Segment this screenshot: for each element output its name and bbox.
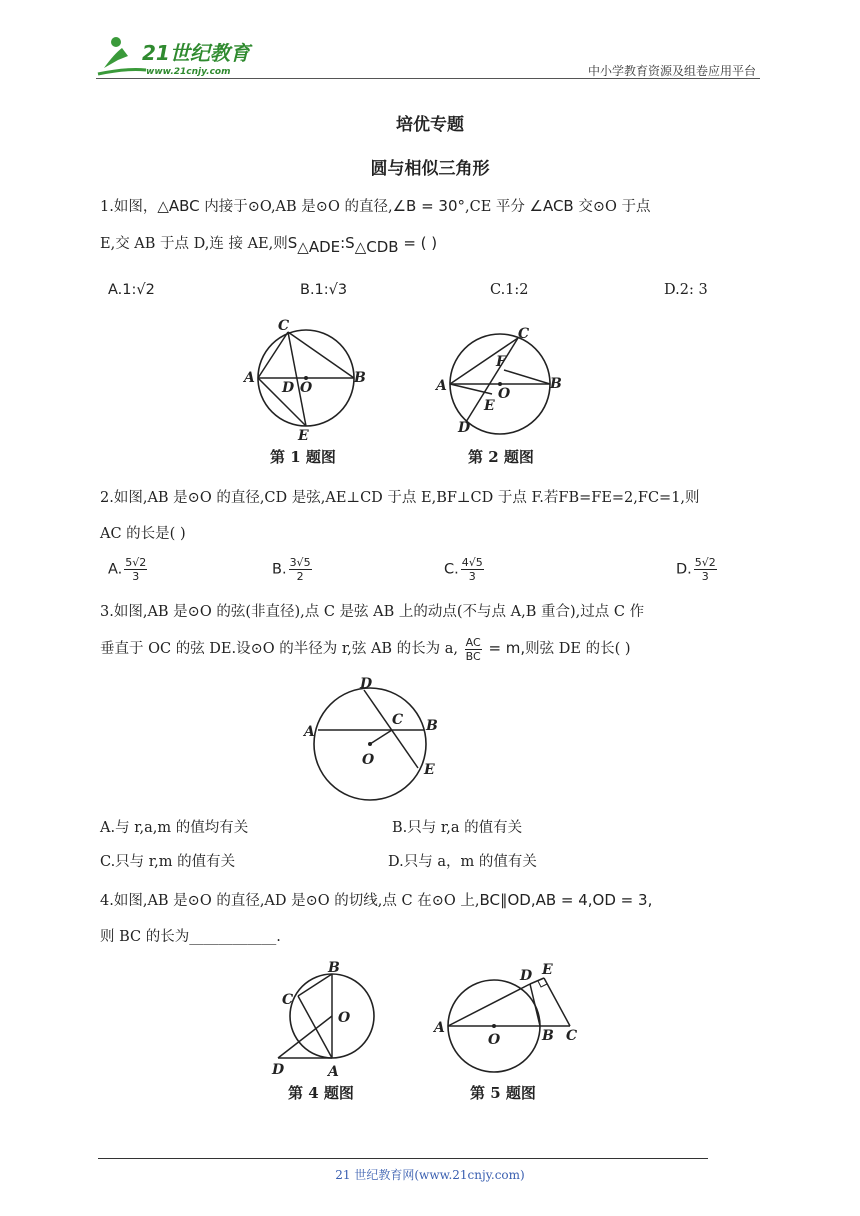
svg-text:B: B [328, 960, 340, 976]
svg-text:E: E [484, 398, 495, 414]
q4-line2: 则 BC 的长为____________. [100, 929, 281, 945]
q3-line1: 3.如图,AB 是⊙O 的弦(非直径),点 C 是弦 AB 上的动点(不与点 A,B 重合),过点 C 作 [100, 604, 645, 620]
svg-text:F: F [496, 354, 506, 370]
svg-text:D: D [272, 1062, 285, 1078]
q3-option-a: A.与 r,a,m 的值均有关 [100, 820, 249, 836]
site-logo [96, 34, 256, 78]
figures-1-2 [230, 316, 590, 470]
svg-text:A: A [436, 378, 447, 394]
svg-text:B: B [550, 376, 562, 392]
q3-line2: 垂直于 OC 的弦 DE.设⊙O 的半径为 r,弦 AB 的长为 a, $\frac{AC}{BC}$ = m,则弦 DE 的长( ) [100, 635, 631, 663]
site-description: 中小学教育资源及组卷应用平台 [587, 64, 756, 78]
svg-text:D: D [282, 380, 295, 396]
figure-4 [271, 960, 374, 1080]
svg-text:C: C [518, 326, 530, 342]
page-title: 培优专题 [396, 115, 464, 135]
figure-1 [242, 318, 366, 444]
svg-text:B: B [354, 370, 366, 386]
svg-text:E: E [424, 762, 435, 778]
svg-text:A: A [244, 370, 255, 386]
figure-1-caption: 第 1 题图 [270, 448, 336, 466]
q2-line1: 2.如图,AB 是⊙O 的直径,CD 是弦,AE⊥CD 于点 E,BF⊥CD 于点 F.若FB=FE=2,FC=1,则 [100, 490, 700, 506]
q2-option-c: C. $\frac{4√5}{3}$ [444, 556, 483, 583]
q1-option-c: C.1:2 [490, 282, 529, 298]
q3-option-d: D.只与 a，m 的值有关 [388, 854, 537, 870]
q1-line1: 1.如图，△ABC 内接于⊙O,AB 是⊙O 的直径,∠B = 30°,CE 平分 ∠ACB 交⊙O 于点 [100, 197, 651, 215]
question-1 [100, 188, 762, 265]
footer-link[interactable]: 21 世纪教育网(www.21cnjy.com) [335, 1168, 525, 1182]
figure-4-caption: 第 4 题图 [288, 1084, 354, 1102]
page-subtitle: 圆与相似三角形 [370, 159, 490, 179]
svg-text:O: O [488, 1032, 501, 1048]
svg-text:C: C [566, 1028, 578, 1044]
svg-text:B: B [542, 1028, 554, 1044]
figure-2-caption: 第 2 题图 [468, 448, 534, 466]
svg-text:E: E [542, 962, 553, 978]
svg-text:C: C [278, 318, 290, 334]
q3-option-b: B.只与 r,a 的值有关 [392, 820, 523, 836]
footer-divider [98, 1158, 708, 1159]
svg-text:O: O [300, 380, 313, 396]
svg-text:D: D [360, 676, 373, 692]
svg-text:D: D [458, 420, 471, 436]
question-3 [100, 594, 762, 667]
q2-option-a: A. $\frac{5√2}{3}$ [108, 556, 147, 583]
svg-text:C: C [392, 712, 404, 728]
header-divider [96, 78, 760, 79]
figure-5 [432, 962, 577, 1072]
logo-url: www.21cnjy.com [146, 67, 231, 77]
figures-4-5 [268, 960, 598, 1106]
question-2 [100, 480, 762, 552]
q1-option-a: A.1:√2 [108, 282, 155, 298]
q1-option-b: B.1:√3 [300, 282, 348, 298]
q1-line2: E,交 AB 于点 D,连 接 AE,则$S_{\triangle ADE}:S_{\triangle CDB}$ = ( ) [100, 234, 438, 256]
q2-option-b: B. $\frac{3√5}{2}$ [272, 556, 311, 583]
logo-text: 21世纪教育 [142, 41, 250, 65]
svg-text:O: O [362, 752, 375, 768]
svg-text:O: O [498, 386, 511, 402]
q2-line2: AC 的长是( ) [100, 526, 186, 542]
svg-text:A: A [304, 724, 315, 740]
q4-line1: 4.如图,AB 是⊙O 的直径,AD 是⊙O 的切线,点 C 在⊙O 上,BC∥OD,AB = 4,OD = 3, [100, 891, 653, 909]
q2-option-d: D. $\frac{5√2}{3}$ [676, 556, 716, 583]
svg-text:C: C [282, 992, 294, 1008]
question-4 [100, 882, 762, 955]
svg-text:B: B [426, 718, 438, 734]
svg-text:D: D [520, 968, 533, 984]
svg-text:E: E [298, 428, 309, 444]
svg-text:O: O [338, 1010, 351, 1026]
svg-text:A: A [328, 1064, 339, 1080]
svg-text:A: A [434, 1020, 445, 1036]
figure-2 [434, 326, 562, 436]
figure-3 [296, 674, 456, 804]
figure-5-caption: 第 5 题图 [470, 1084, 536, 1102]
q3-option-c: C.只与 r,m 的值有关 [100, 854, 236, 870]
q1-option-d: D.2: 3 [664, 282, 708, 298]
